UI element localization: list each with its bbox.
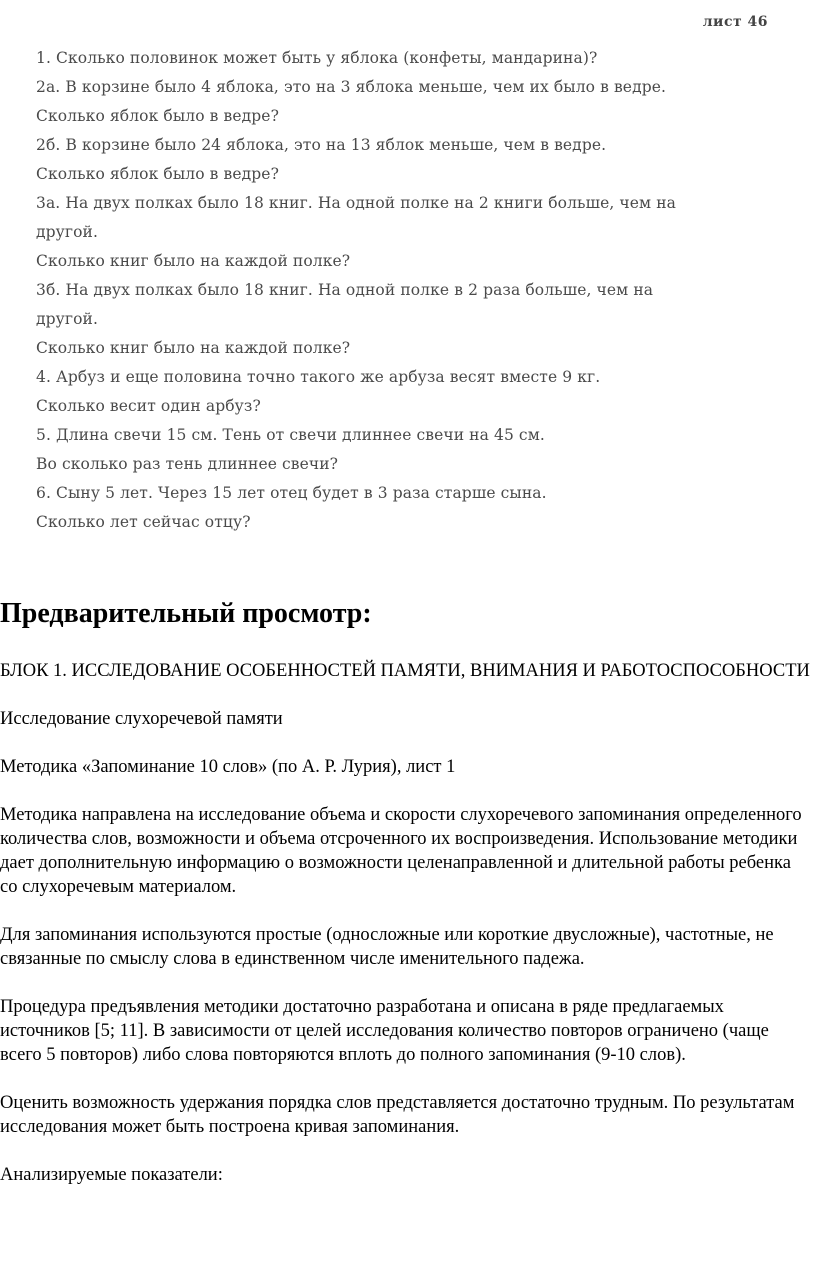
worksheet-line: 6. Сыну 5 лет. Через 15 лет отец будет в 3 раза старше сына. bbox=[36, 484, 547, 502]
indicators-label: Анализируемые показатели: bbox=[0, 1165, 223, 1185]
worksheet-line: Сколько яблок было в ведре? bbox=[36, 165, 279, 183]
sheet-number-label: лист 46 bbox=[702, 14, 768, 30]
block-heading: БЛОК 1. ИССЛЕДОВАНИЕ ОСОБЕННОСТЕЙ ПАМЯТИ, ВНИМАНИЯ И РАБОТОСПОСОБНОСТИ bbox=[0, 661, 810, 681]
worksheet-line: Во сколько раз тень длиннее свечи? bbox=[36, 455, 339, 473]
worksheet-line: 2б. В корзине было 24 яблока, это на 13 яблок меньше, чем в ведре. bbox=[36, 136, 607, 154]
body-paragraph: Процедура предъявления методики достаточно разработана и описана в ряде предлагаемых источников [5; 11]. В зависимости от целей исследования количество повторов ограничено (чаще всего 5 повторов) либо слова повторяются вплоть до полного запоминания (9-10 слов). bbox=[0, 997, 769, 1065]
worksheet-line: 5. Длина свечи 15 см. Тень от свечи длиннее свечи на 45 см. bbox=[36, 426, 545, 444]
worksheet-line: другой. bbox=[36, 223, 98, 241]
worksheet-line: Сколько яблок было в ведре? bbox=[36, 107, 279, 125]
worksheet-line: 3а. На двух полках было 18 книг. На одной полке на 2 книги больше, чем на bbox=[36, 194, 677, 212]
worksheet-line: Сколько весит один арбуз? bbox=[36, 397, 261, 415]
worksheet-line: другой. bbox=[36, 310, 98, 328]
worksheet-line: Сколько книг было на каждой полке? bbox=[36, 252, 351, 270]
preview-document-body bbox=[0, 659, 812, 1211]
body-paragraph: Методика направлена на исследование объема и скорости слухоречевого запоминания определенного количества слов, возможности и объема отсроченного их воспроизведения. Использование методики дает дополнительную информацию о возможности целенаправленной и длительной работы ребенка со слухоречевым материалом. bbox=[0, 805, 802, 897]
preview-heading: Предварительный просмотр: bbox=[0, 598, 372, 629]
worksheet-line: 2а. В корзине было 4 яблока, это на 3 яблока меньше, чем их было в ведре. bbox=[36, 78, 667, 96]
body-paragraph: Для запоминания используются простые (односложные или короткие двусложные), частотные, не связанные по смыслу слова в единственном числе именительного падежа. bbox=[0, 925, 774, 969]
method-title: Методика «Запоминание 10 слов» (по А. Р. Лурия), лист 1 bbox=[0, 757, 456, 777]
scanned-worksheet bbox=[0, 0, 816, 560]
worksheet-line: 3б. На двух полках было 18 книг. На одной полке в 2 раза больше, чем на bbox=[36, 281, 654, 299]
section-heading: Исследование слухоречевой памяти bbox=[0, 709, 283, 729]
body-paragraph: Оценить возможность удержания порядка слов представляется достаточно трудным. По результатам исследования может быть построена кривая запоминания. bbox=[0, 1093, 795, 1137]
worksheet-line: Сколько книг было на каждой полке? bbox=[36, 339, 351, 357]
worksheet-line: Сколько лет сейчас отцу? bbox=[36, 513, 251, 531]
worksheet-problems-list bbox=[36, 44, 796, 537]
worksheet-line: 1. Сколько половинок может быть у яблока (конфеты, мандарина)? bbox=[36, 49, 598, 67]
worksheet-line: 4. Арбуз и еще половина точно такого же арбуза весят вместе 9 кг. bbox=[36, 368, 601, 386]
